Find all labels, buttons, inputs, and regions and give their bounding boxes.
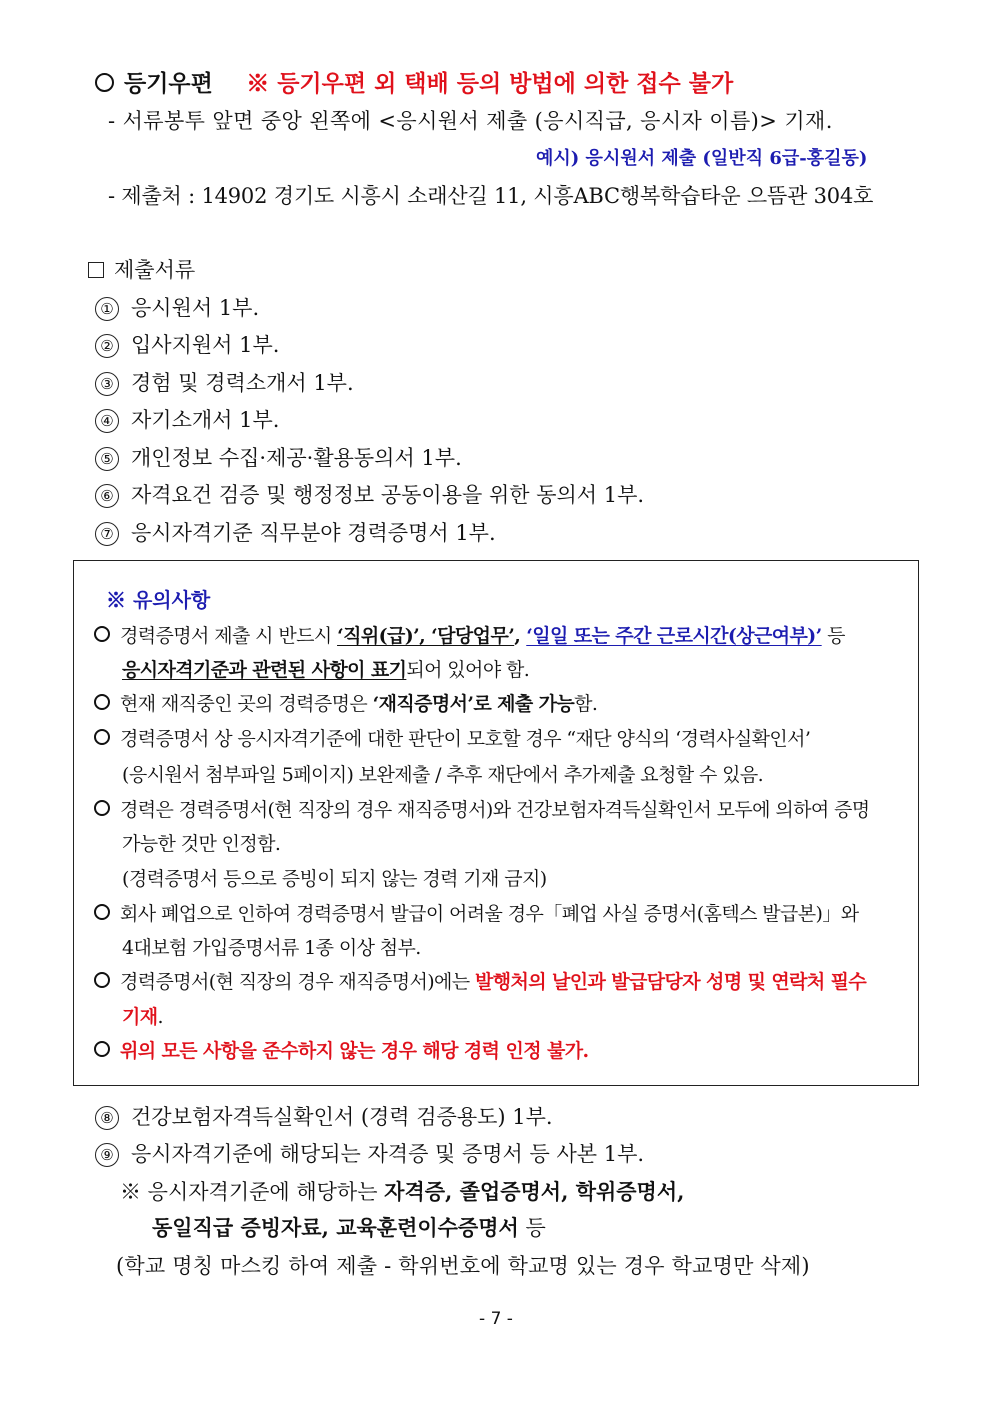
circle-bullet-icon (94, 972, 110, 988)
list-item (95, 444, 462, 472)
notice-text: , (514, 625, 527, 647)
notice-text: 경력은 경력증명서(현 직장의 경우 재직증명서)와 건강보험자격득실확인서 모두에 의하여 증명 (120, 799, 870, 821)
item-text: 입사지원서 1부. (131, 333, 280, 357)
notice-highlight: 발행처의 날인과 발급담당자 성명 및 연락처 필수 (474, 971, 867, 993)
item-number: ⑥ (95, 484, 119, 508)
item-number: ⑧ (95, 1106, 119, 1130)
mail-example: 예시) 응시원서 제출 (일반직 6급-홍길동) (536, 148, 868, 169)
item-text: 자기소개서 1부. (131, 408, 280, 432)
item-text: 응시원서 1부. (131, 296, 260, 320)
notice-item-3 (94, 726, 810, 752)
notice-item-5 (94, 901, 859, 927)
notice-title: ※ 유의사항 (106, 588, 211, 612)
item-number: ① (95, 297, 119, 321)
item-text: 개인정보 수집·제공·활용동의서 1부. (131, 446, 462, 470)
item-text: 자격요건 검증 및 행정정보 공동이용을 위한 동의서 1부. (131, 483, 645, 507)
notice-highlight: ‘재직증명서’로 제출 가능 (372, 693, 575, 715)
footer-note-1 (120, 1178, 684, 1206)
circle-bullet-icon (94, 904, 110, 920)
item-number: ⑦ (95, 522, 119, 546)
docs-heading: 제출서류 (114, 258, 196, 282)
notice-item-4-cont: 가능한 것만 인정함. (122, 833, 281, 855)
notice-item-4 (94, 797, 870, 823)
item-number: ② (95, 334, 119, 358)
notice-text: 회사 폐업으로 인하여 경력증명서 발급이 어려울 경우「폐업 사실 증명서(홈텍스 발급본)」와 (120, 903, 859, 925)
notice-item-6 (94, 969, 866, 995)
notice-highlight: 위의 모든 사항을 준수하지 않는 경우 해당 경력 인정 불가. (120, 1040, 589, 1062)
notice-item-1-cont (122, 657, 529, 683)
notice-item-5-cont: 4대보험 가입증명서류 1종 이상 첨부. (122, 937, 421, 959)
item-text: 건강보험자격득실확인서 (경력 검증용도) 1부. (131, 1105, 553, 1129)
notice-item-4-cont: (경력증명서 등으로 증빙이 되지 않는 경력 기재 금지) (122, 868, 547, 890)
note-text: 등 (518, 1216, 546, 1240)
notice-text: 경력증명서 상 응시자격기준에 대한 판단이 모호할 경우 “재단 양식의 ‘경력사실확인서’ (120, 728, 811, 750)
circle-bullet-icon (94, 729, 110, 745)
list-item (95, 1140, 644, 1168)
page-number: - 7 - (479, 1309, 513, 1329)
notice-text: 등 (821, 625, 845, 647)
mail-title: 등기우편 (124, 70, 213, 97)
notice-highlight: ‘일일 또는 주간 근로시간(상근여부)’ (526, 625, 822, 647)
notice-box (73, 560, 919, 1086)
mail-header (95, 70, 733, 98)
footer-note-3: (학교 명칭 마스킹 하여 제출 - 학위번호에 학교명 있는 경우 학교명만 삭제) (116, 1254, 810, 1278)
notice-highlight: ‘직위(급)’, ‘담당업무’ (337, 625, 515, 647)
circle-bullet-icon (94, 1041, 110, 1057)
notice-text: 함. (574, 693, 598, 715)
mail-line-1: - 서류봉투 앞면 중앙 왼쪽에 <응시원서 제출 (응시직급, 응시자 이름)> 기재. (108, 109, 833, 133)
item-number: ③ (95, 372, 119, 396)
list-item (95, 331, 279, 359)
item-number: ⑤ (95, 447, 119, 471)
circle-bullet-icon (95, 73, 114, 92)
circle-bullet-icon (94, 800, 110, 816)
notice-item-6-cont (122, 1004, 163, 1030)
square-bullet-icon (88, 262, 104, 278)
notice-highlight: 기재 (122, 1006, 158, 1028)
item-number: ⑨ (95, 1143, 119, 1167)
item-text: 응시자격기준에 해당되는 자격증 및 증명서 등 사본 1부. (131, 1142, 645, 1166)
item-text: 응시자격기준 직무분야 경력증명서 1부. (131, 521, 496, 545)
notice-item-2 (94, 691, 597, 717)
notice-item-1 (94, 623, 845, 649)
notice-text: 경력증명서(현 직장의 경우 재직증명서)에는 (120, 971, 475, 993)
notice-text: . (157, 1006, 163, 1028)
list-item (95, 519, 496, 547)
list-item (95, 1103, 553, 1131)
circle-bullet-icon (94, 694, 110, 710)
notice-item-7 (94, 1038, 589, 1064)
notice-text: 되어 있어야 함. (406, 659, 530, 681)
docs-heading-row (88, 256, 195, 284)
mail-warning: ※ 등기우편 외 택배 등의 방법에 의한 접수 불가 (246, 70, 734, 97)
list-item (95, 406, 279, 434)
note-bold: 동일직급 증빙자료, 교육훈련이수증명서 (152, 1215, 519, 1240)
list-item (95, 481, 644, 509)
footer-note-2 (152, 1214, 546, 1242)
item-number: ④ (95, 409, 119, 433)
list-item (95, 294, 259, 322)
circle-bullet-icon (94, 626, 110, 642)
list-item (95, 369, 354, 397)
note-text: ※ 응시자격기준에 해당하는 (120, 1180, 385, 1204)
mail-line-2: - 제출처 : 14902 경기도 시흥시 소래산길 11, 시흥ABC행복학습타운 으뜸관 304호 (108, 184, 874, 208)
notice-item-3-cont: (응시원서 첨부파일 5페이지) 보완제출 / 추후 재단에서 추가제출 요청할 수 있음. (122, 764, 764, 786)
notice-text: 경력증명서 제출 시 반드시 (120, 625, 338, 647)
note-bold: 자격증, 졸업증명서, 학위증명서, (384, 1179, 685, 1204)
item-text: 경험 및 경력소개서 1부. (131, 371, 354, 395)
notice-highlight: 응시자격기준과 관련된 사항이 표기 (122, 659, 407, 681)
notice-text: 현재 재직중인 곳의 경력증명은 (120, 693, 373, 715)
